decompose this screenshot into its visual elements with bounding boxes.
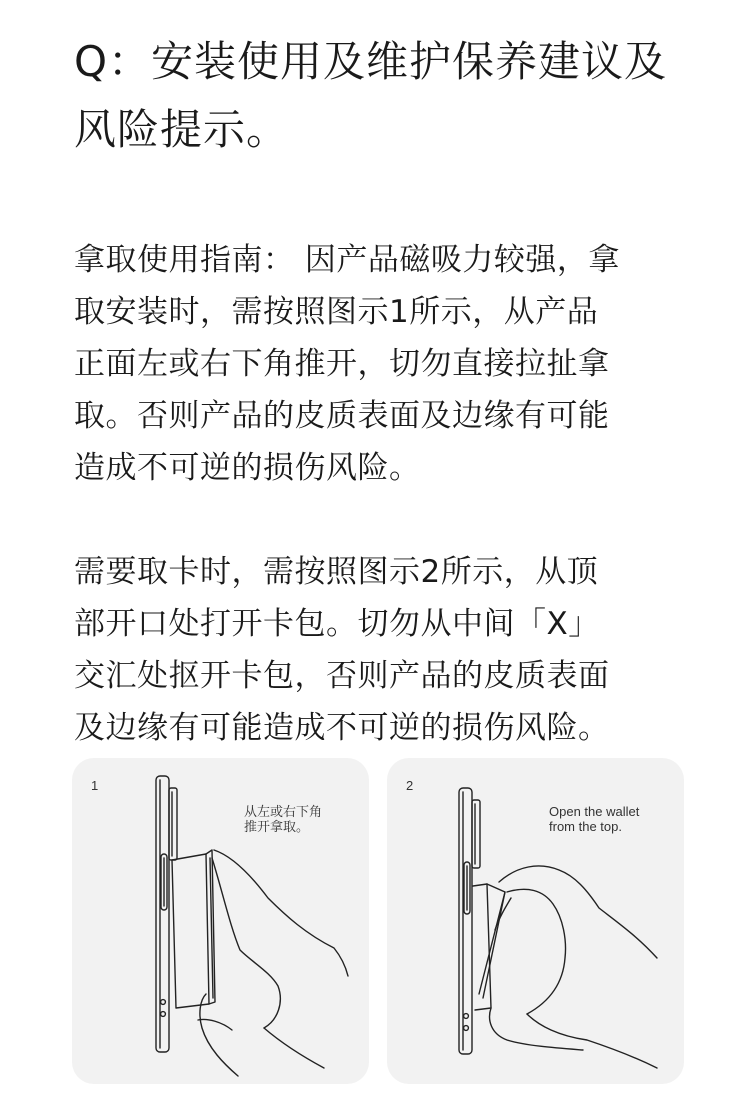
hand-opening-wallet-from-top-icon <box>387 758 684 1084</box>
figure-number: 2 <box>406 778 414 793</box>
paragraph-line: 部开口处打开卡包。切勿从中间「X」 <box>74 606 600 642</box>
card-access-paragraph <box>74 546 689 754</box>
paragraph-line: 及边缘有可能造成不可逆的损伤风险。 <box>74 710 610 746</box>
paragraph-line: 取安装时，需按照图示1所示，从产品 <box>74 294 599 330</box>
caption-line: 从左或右下角 <box>244 804 323 819</box>
paragraph-line: 交汇处抠开卡包，否则产品的皮质表面 <box>74 658 610 694</box>
paragraph-line: 正面左或右下角推开，切勿直接拉扯拿 <box>74 346 610 382</box>
paragraph-line: 造成不可逆的损伤风险。 <box>74 450 421 486</box>
caption-line: from the top. <box>549 819 622 834</box>
caption-line: Open the wallet <box>549 804 640 819</box>
paragraph-line: 需要取卡时，需按照图示2所示，从顶 <box>74 554 599 590</box>
figure-card-2 <box>387 758 684 1084</box>
figure-card-1 <box>72 758 369 1084</box>
paragraph-line: 取。否则产品的皮质表面及边缘有可能 <box>74 398 610 434</box>
page-title <box>74 28 689 164</box>
paragraph-line: 拿取使用指南： 因产品磁吸力较强，拿 <box>74 242 620 278</box>
illustration-cards <box>72 758 684 1084</box>
hand-pushing-wallet-off-phone-icon <box>72 758 369 1084</box>
title-line-2: 风险提示。 <box>74 105 290 154</box>
article <box>74 28 689 754</box>
removal-guide-paragraph <box>74 234 689 494</box>
caption-line: 推开拿取。 <box>244 819 310 834</box>
figure-number: 1 <box>91 778 99 793</box>
title-line-1: Q：安装使用及维护保养建议及 <box>74 37 668 86</box>
